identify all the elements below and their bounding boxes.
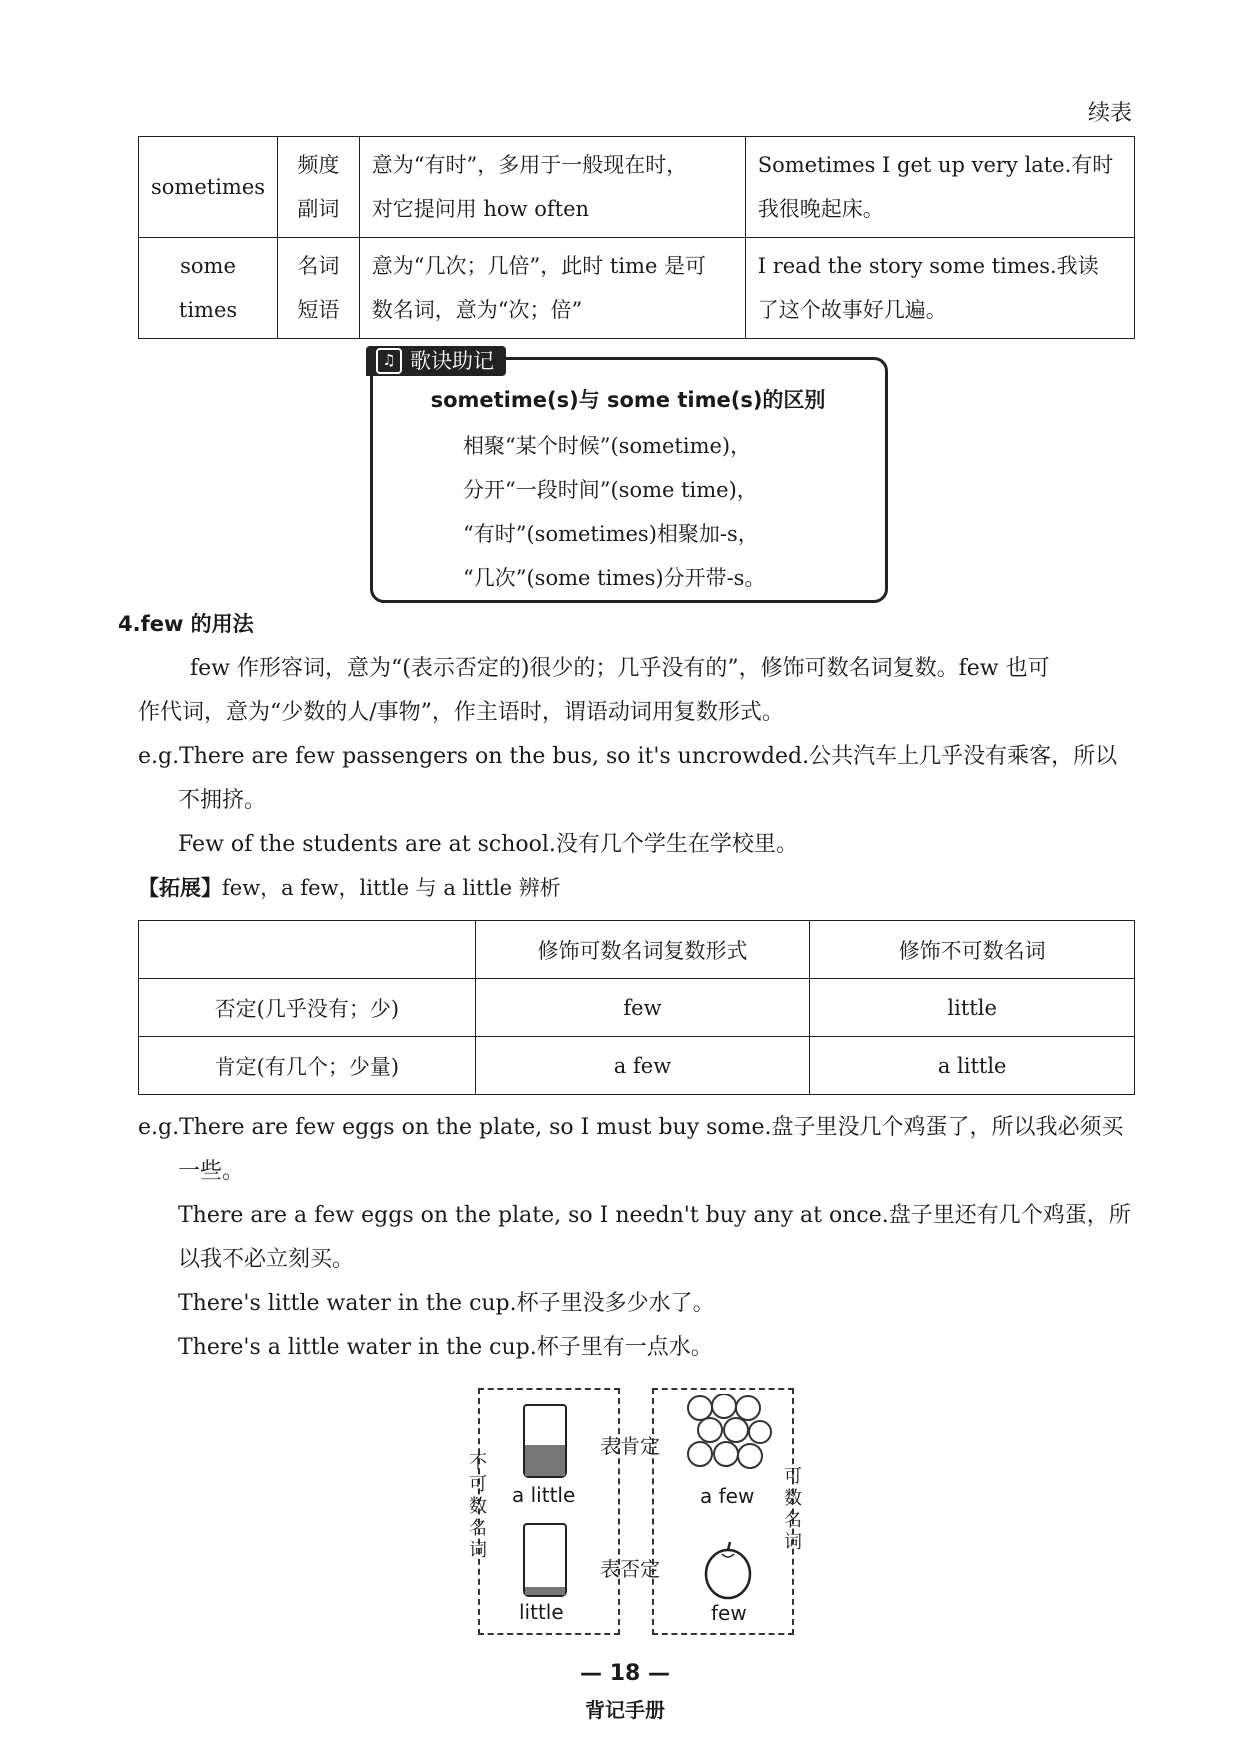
example-cell: Sometimes I get up very late.有时 我很晚起床。 <box>745 137 1134 238</box>
table-cell: few <box>475 979 810 1037</box>
example-sentence: e.g.There are few eggs on the plate, so I must buy some.盘子里没几个鸡蛋了，所以我必须买 <box>138 1115 1124 1140</box>
header-cell: 修饰可数名词复数形式 <box>475 921 810 979</box>
mnemonic-tag: ♫ 歌诀助记 <box>366 346 506 376</box>
pos-cell: 频度 副词 <box>278 137 360 238</box>
meaning-cell: 意为“几次；几倍”，此时 time 是可 数名词，意为“次；倍” <box>359 238 745 339</box>
table-cell: 肯定(有几个；少量) <box>139 1037 476 1095</box>
table-header-row <box>139 921 1135 979</box>
intro-line: 作代词，意为“少数的人/事物”，作主语时，谓语动词用复数形式。 <box>138 700 784 725</box>
table-cell: a little <box>810 1037 1135 1095</box>
glass-a-little-icon <box>523 1404 567 1478</box>
section-heading: 4.few 的用法 <box>118 612 254 636</box>
water-fill <box>525 1445 565 1477</box>
example-sentence: There's little water in the cup.杯子里没多少水了。 <box>178 1291 715 1316</box>
example-sentence: 不拥挤。 <box>178 788 267 813</box>
example-sentence: e.g.There are few passengers on the bus, so it's uncrowded.公共汽车上几乎没有乘客，所以 <box>138 744 1118 769</box>
a-few-label: a few <box>700 1484 755 1508</box>
mnemonic-line: “几次”(some times)分开带-s。 <box>463 566 766 590</box>
positive-label: 表肯定 <box>600 1434 660 1458</box>
header-cell <box>139 921 476 979</box>
music-note-icon: ♫ <box>376 348 402 374</box>
meaning-cell: 意为“有时”，多用于一般现在时， 对它提问用 how often <box>359 137 745 238</box>
few-label: few <box>711 1601 747 1625</box>
table-row <box>139 137 1135 238</box>
example-sentence: 一些。 <box>178 1159 245 1184</box>
page-number: — 18 — <box>580 1661 670 1686</box>
few-little-table <box>138 920 1135 1095</box>
mnemonic-line: 分开“一段时间”(some time)， <box>463 478 758 502</box>
word-cell: sometimes <box>139 137 278 238</box>
table-row <box>139 238 1135 339</box>
negative-label: 表否定 <box>600 1557 660 1581</box>
water-fill <box>525 1587 565 1595</box>
uncountable-label: 不 可 数 名 词 <box>469 1452 487 1561</box>
word-cell: some times <box>139 238 278 339</box>
table-cell: a few <box>475 1037 810 1095</box>
countable-label: 可 数 名 词 <box>784 1466 802 1553</box>
little-label: little <box>519 1600 564 1624</box>
extension-heading: 【拓展】few，a few，little 与 a little 辨析 <box>138 876 561 900</box>
glass-little-icon <box>523 1523 567 1597</box>
example-sentence: There are a few eggs on the plate, so I needn't buy any at once.盘子里还有几个鸡蛋，所 <box>178 1203 1131 1228</box>
book-title: 背记手册 <box>585 1698 665 1722</box>
example-sentence: 以我不必立刻买。 <box>178 1247 355 1272</box>
continued-label: 续表 <box>1087 101 1132 126</box>
header-cell: 修饰不可数名词 <box>810 921 1135 979</box>
example-cell: I read the story some times.我读 了这个故事好几遍。 <box>745 238 1134 339</box>
table-row <box>139 1037 1135 1095</box>
table-cell: little <box>810 979 1135 1037</box>
apples-icon <box>686 1394 772 1474</box>
mnemonic-title: sometime(s)与 some time(s)的区别 <box>430 388 826 412</box>
table-row <box>139 979 1135 1037</box>
intro-line: few 作形容词，意为“(表示否定的)很少的；几乎没有的”，修饰可数名词复数。few 也可 <box>190 656 1050 681</box>
apple-icon <box>700 1540 756 1600</box>
mnemonic-line: “有时”(sometimes)相聚加-s， <box>463 522 759 546</box>
example-sentence: Few of the students are at school.没有几个学生在学校里。 <box>178 832 798 857</box>
example-sentence: There's a little water in the cup.杯子里有一点水。 <box>178 1335 713 1360</box>
pos-cell: 名词 短语 <box>278 238 360 339</box>
mnemonic-line: 相聚“某个时候”(sometime)， <box>463 434 752 458</box>
a-little-label: a little <box>512 1483 576 1507</box>
sometimes-table <box>138 136 1135 339</box>
table-cell: 否定(几乎没有；少) <box>139 979 476 1037</box>
